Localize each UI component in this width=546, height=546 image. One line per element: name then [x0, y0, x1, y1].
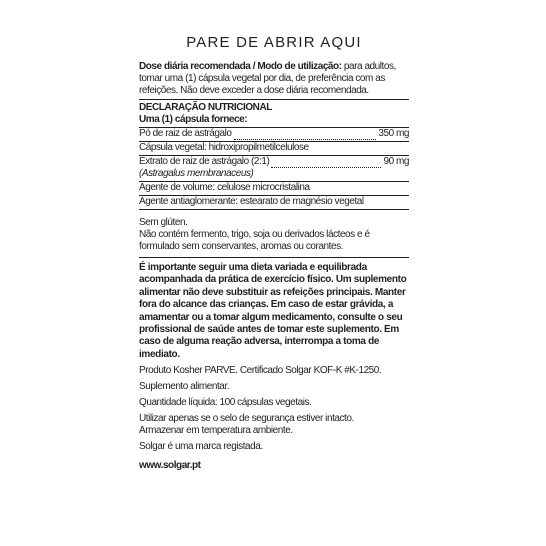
dose-text: para adultos, tomar uma (1) cápsula vegetal por dia, de preferência com as refeições. Não deve exceder a dose diária recomendada. [139, 61, 396, 96]
free-from-note: Não contém fermento, trigo, soja ou derivados lácteos e é formulado sem conservantes, aromas ou corantes. [139, 229, 370, 252]
nutrition-row-label: Pó de raiz de astrágalo [139, 128, 232, 139]
serving-size: Uma (1) cápsula fornece: [139, 114, 409, 128]
nutrition-row-capsule: Cápsula vegetal: hidroxipropilmetilcelulose [139, 142, 409, 156]
extract-species: (Astragalus membranaceus) [139, 168, 409, 182]
nutrition-row-powder [139, 128, 409, 142]
warning-text: É importante seguir uma dieta variada e equilibrada acompanhada da prática de exercício físico. Um suplemento alimentar não deve substituir as refeições principais. Manter fora do alcance das crianças. Em caso de estar grávida, a amamentar ou a tomar algum medicamento, consulte o seu profissional de saúde antes de tomar este suplemento. Em caso de alguma reação adversa, interrompa a toma de imediato. [139, 262, 407, 360]
nutrition-row-extract [139, 156, 409, 168]
nutrition-row-label: Extrato de raiz de astrágalo (2:1) [139, 156, 270, 167]
trademark-note: Solgar é uma marca registada. [139, 441, 263, 453]
divider [139, 257, 409, 258]
quantity-note: Quantidade líquida: 100 cápsulas vegetais. [139, 397, 312, 409]
gluten-free-note: Sem glúten. [139, 217, 188, 228]
kosher-note: Produto Kosher PARVE. Certificado Solgar KOF-K #K-1250. [139, 365, 382, 377]
dose-heading: Dose diária recomendada / Modo de utilização: [139, 61, 342, 72]
website-link[interactable]: www.solgar.pt [139, 460, 201, 472]
nutrition-title: DECLARAÇÃO NUTRICIONAL [139, 102, 272, 113]
leader-dots [234, 130, 377, 140]
divider [139, 99, 409, 100]
nutrition-row-anticaking: Agente antiaglomerante: estearato de magnésio vegetal [139, 196, 409, 210]
nutrition-row-value: 350 mg [378, 128, 409, 139]
nutrition-row-value: 90 mg [383, 156, 409, 167]
supplement-note: Suplemento alimentar. [139, 381, 230, 393]
dose-instructions [139, 61, 409, 97]
nutrition-row-bulking: Agente de volume: celulose microcristalina [139, 182, 409, 196]
seal-note: Utilizar apenas se o selo de segurança estiver intacto. [139, 413, 354, 425]
storage-note: Armazenar em temperatura ambiente. [139, 425, 293, 437]
leader-dots [271, 158, 381, 168]
stop-opening-notice: PARE DE ABRIR AQUI [186, 34, 362, 51]
product-label [139, 34, 409, 472]
